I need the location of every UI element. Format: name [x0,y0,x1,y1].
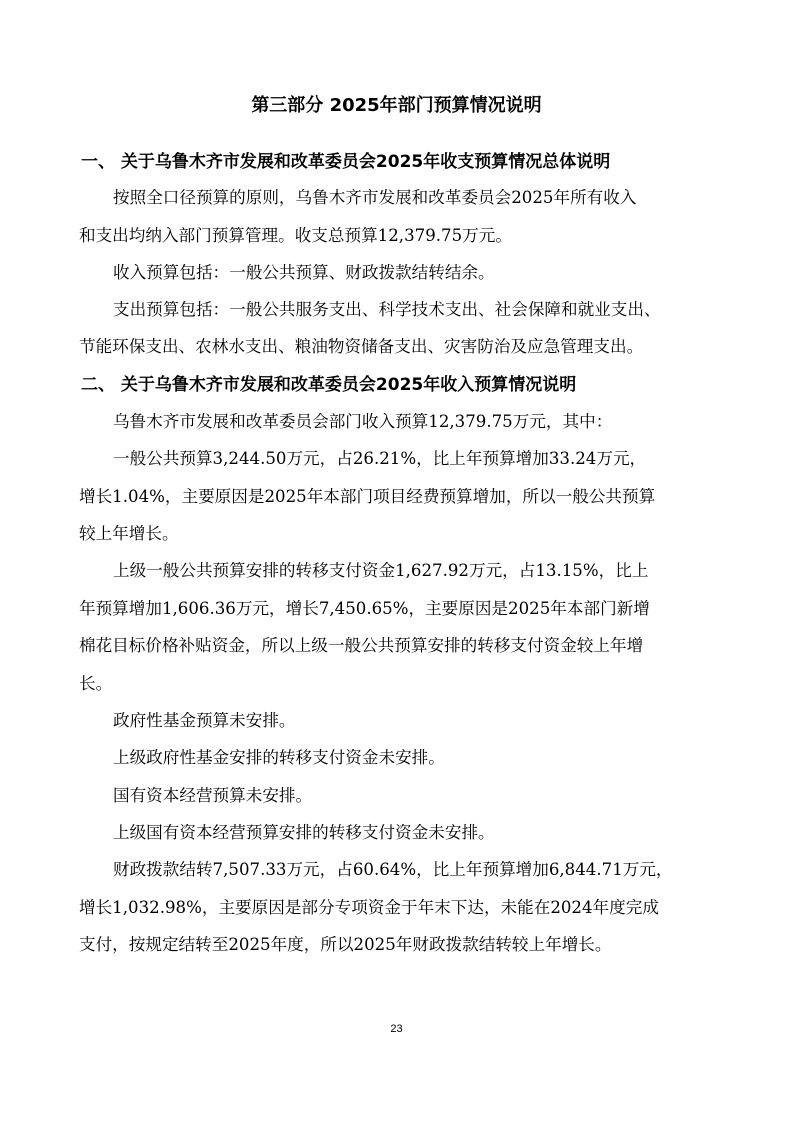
section-2-paragraph-4: 政府性基金预算未安排。 [113,711,296,730]
section-2-paragraph-6: 国有资本经营预算未安排。 [113,786,313,805]
section-1-paragraph-2: 收入预算包括：一般公共预算、财政拨款结转结余。 [113,263,495,282]
section-2-paragraph-3-line-4: 长。 [79,674,113,693]
section-1-heading: 一、 关于乌鲁木齐市发展和改革委员会2025年收支预算情况总体说明 [81,152,611,172]
section-2-paragraph-2-line-1: 一般公共预算3,244.50万元，占26.21%，比上年预算增加33.24万元， [113,449,647,468]
section-1-paragraph-3-line-2: 节能环保支出、农林水支出、粮油物资储备支出、灾害防治及应急管理支出。 [79,337,644,356]
page-number: 23 [390,1023,403,1035]
section-2-heading: 二、 关于乌鲁木齐市发展和改革委员会2025年收入预算情况说明 [81,375,577,395]
section-2-paragraph-8-line-2: 增长1,032.98%，主要原因是部分专项资金于年末下达，未能在2024年度完成 [79,898,659,917]
section-1-paragraph-3-line-1: 支出预算包括：一般公共服务支出、科学技术支出、社会保障和就业支出、 [113,300,661,319]
section-2-paragraph-2-line-3: 较上年增长。 [79,524,179,543]
page-title: 第三部分 2025年部门预算情况说明 [251,95,542,116]
section-2-paragraph-2-line-2: 增长1.04%，主要原因是2025年本部门项目经费预算增加，所以一般公共预算 [79,487,656,506]
section-2-paragraph-3-line-1: 上级一般公共预算安排的转移支付资金1,627.92万元，占13.15%，比上 [113,561,649,580]
section-2-paragraph-1: 乌鲁木齐市发展和改革委员会部门收入预算12,379.75万元，其中： [113,412,613,431]
section-1-paragraph-1-line-1: 按照全口径预算的原则，乌鲁木齐市发展和改革委员会2025年所有收入 [113,188,637,207]
section-2-paragraph-8-line-1: 财政拨款结转7,507.33万元，占60.64%，比上年预算增加6,844.71万元， [113,860,673,879]
section-1-paragraph-1-line-2: 和支出均纳入部门预算管理。收支总预算12,379.75万元。 [79,226,512,245]
section-2-paragraph-7: 上级国有资本经营预算安排的转移支付资金未安排。 [113,823,495,842]
section-2-paragraph-5: 上级政府性基金安排的转移支付资金未安排。 [113,748,445,767]
section-2-paragraph-3-line-2: 年预算增加1,606.36万元，增长7,450.65%，主要原因是2025年本部门新增 [79,599,650,618]
section-2-paragraph-8-line-3: 支付，按规定结转至2025年度，所以2025年财政拨款结转较上年增长。 [79,935,612,954]
section-2-paragraph-3-line-3: 棉花目标价格补贴资金，所以上级一般公共预算安排的转移支付资金较上年增 [79,636,644,655]
